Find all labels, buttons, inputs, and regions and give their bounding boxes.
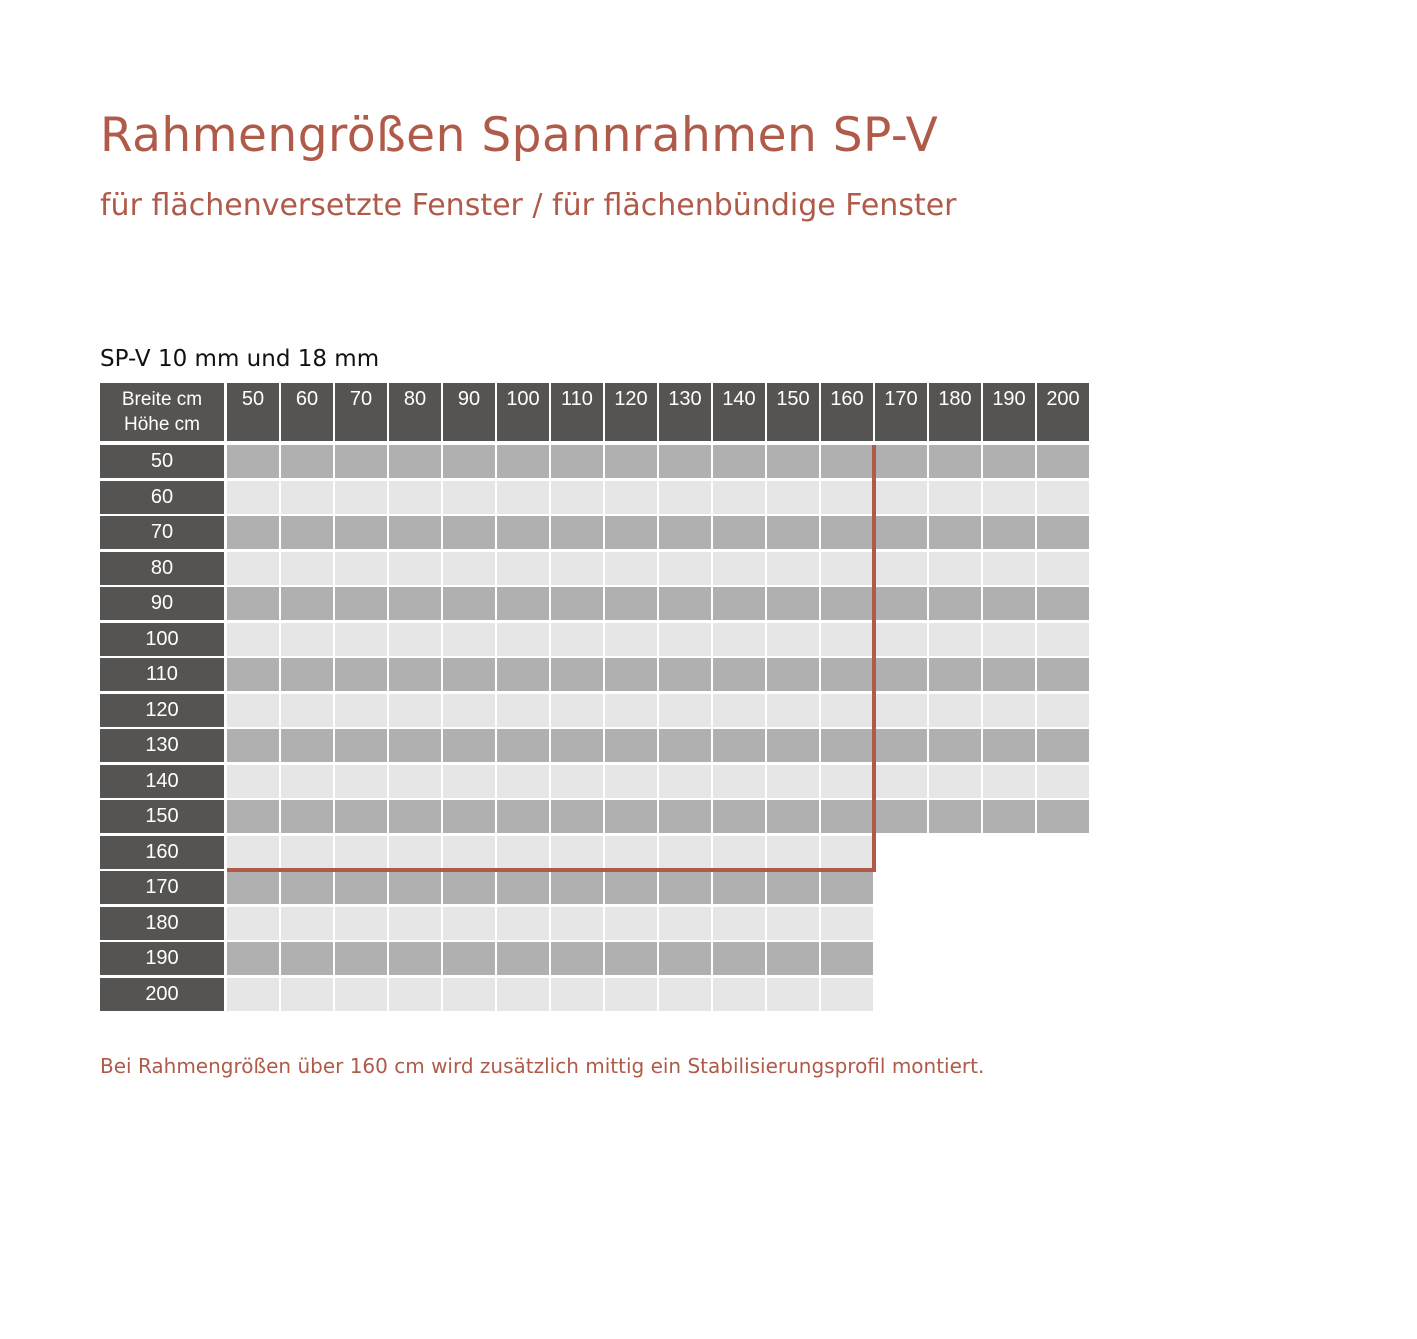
size-cell-90x160: [821, 587, 873, 620]
size-cell-130x150: [767, 729, 819, 762]
size-cell-130x140: [713, 729, 765, 762]
size-cell-160x80: [389, 836, 441, 869]
size-cell-190x140: [713, 942, 765, 975]
height-header-50: 50: [100, 445, 224, 478]
size-cell-120x100: [497, 694, 549, 727]
size-cell-150x90: [443, 800, 495, 833]
width-header-180: 180: [929, 383, 981, 441]
size-cell-90x120: [605, 587, 657, 620]
size-cell-50x60: [281, 445, 333, 478]
size-cell-130x100: [497, 729, 549, 762]
size-cell-110x140: [713, 658, 765, 691]
size-cell-60x100: [497, 481, 549, 514]
size-cell-190x90: [443, 942, 495, 975]
size-cell-170x50: [227, 871, 279, 904]
size-cell-160x110: [551, 836, 603, 869]
size-cell-120x200: [1037, 694, 1089, 727]
width-header-110: 110: [551, 383, 603, 441]
size-cell-100x50: [227, 623, 279, 656]
size-cell-70x200: [1037, 516, 1089, 549]
size-cell-70x130: [659, 516, 711, 549]
size-cell-110x190: [983, 658, 1035, 691]
size-cell-90x200: [1037, 587, 1089, 620]
size-cell-80x60: [281, 552, 333, 585]
size-cell-140x130: [659, 765, 711, 798]
width-header-60: 60: [281, 383, 333, 441]
size-cell-80x150: [767, 552, 819, 585]
size-cell-50x120: [605, 445, 657, 478]
size-cell-160x120: [605, 836, 657, 869]
size-cell-120x160: [821, 694, 873, 727]
size-cell-170x150: [767, 871, 819, 904]
size-cell-120x110: [551, 694, 603, 727]
size-cell-50x100: [497, 445, 549, 478]
size-cell-90x90: [443, 587, 495, 620]
size-cell-100x170: [875, 623, 927, 656]
size-cell-120x140: [713, 694, 765, 727]
height-header-130: 130: [100, 729, 224, 762]
size-cell-150x70: [335, 800, 387, 833]
size-cell-50x150: [767, 445, 819, 478]
size-cell-200x50: [227, 978, 279, 1011]
size-cell-110x70: [335, 658, 387, 691]
size-cell-90x110: [551, 587, 603, 620]
page-title: Rahmengrößen Spannrahmen SP-V: [100, 108, 939, 163]
width-header-70: 70: [335, 383, 387, 441]
size-cell-130x60: [281, 729, 333, 762]
size-cell-60x150: [767, 481, 819, 514]
size-cell-80x70: [335, 552, 387, 585]
width-header-100: 100: [497, 383, 549, 441]
size-cell-90x190: [983, 587, 1035, 620]
size-cell-60x110: [551, 481, 603, 514]
size-cell-140x140: [713, 765, 765, 798]
size-cell-50x90: [443, 445, 495, 478]
width-header-170: 170: [875, 383, 927, 441]
size-cell-110x130: [659, 658, 711, 691]
size-cell-50x160: [821, 445, 873, 478]
size-cell-140x70: [335, 765, 387, 798]
corner-width-label: Breite cm: [121, 389, 203, 410]
height-header-70: 70: [100, 516, 224, 549]
size-cell-170x130: [659, 871, 711, 904]
width-header-200: 200: [1037, 383, 1089, 441]
height-header-110: 110: [100, 658, 224, 691]
size-cell-90x140: [713, 587, 765, 620]
size-cell-190x50: [227, 942, 279, 975]
size-cell-70x100: [497, 516, 549, 549]
width-header-80: 80: [389, 383, 441, 441]
height-header-120: 120: [100, 694, 224, 727]
size-cell-180x100: [497, 907, 549, 940]
size-cell-180x120: [605, 907, 657, 940]
size-cell-80x90: [443, 552, 495, 585]
size-cell-150x60: [281, 800, 333, 833]
size-cell-110x160: [821, 658, 873, 691]
size-cell-190x120: [605, 942, 657, 975]
size-cell-100x200: [1037, 623, 1089, 656]
size-cell-50x140: [713, 445, 765, 478]
size-cell-120x50: [227, 694, 279, 727]
size-cell-200x90: [443, 978, 495, 1011]
size-cell-80x120: [605, 552, 657, 585]
limit-line-vertical: [872, 445, 876, 871]
size-cell-100x140: [713, 623, 765, 656]
size-cell-120x90: [443, 694, 495, 727]
size-cell-200x100: [497, 978, 549, 1011]
size-cell-60x160: [821, 481, 873, 514]
size-cell-100x130: [659, 623, 711, 656]
size-cell-140x170: [875, 765, 927, 798]
size-cell-140x80: [389, 765, 441, 798]
size-cell-170x120: [605, 871, 657, 904]
height-header-180: 180: [100, 907, 224, 940]
size-cell-140x120: [605, 765, 657, 798]
size-cell-180x130: [659, 907, 711, 940]
size-cell-100x90: [443, 623, 495, 656]
width-header-190: 190: [983, 383, 1035, 441]
size-cell-60x180: [929, 481, 981, 514]
size-cell-50x180: [929, 445, 981, 478]
size-cell-100x120: [605, 623, 657, 656]
footnote: Bei Rahmengrößen über 160 cm wird zusätzlich mittig ein Stabilisierungsprofil montiert.: [100, 1054, 985, 1078]
size-cell-130x90: [443, 729, 495, 762]
size-cell-200x60: [281, 978, 333, 1011]
size-cell-120x130: [659, 694, 711, 727]
size-cell-70x50: [227, 516, 279, 549]
size-cell-100x190: [983, 623, 1035, 656]
size-cell-140x190: [983, 765, 1035, 798]
size-cell-110x80: [389, 658, 441, 691]
size-cell-50x70: [335, 445, 387, 478]
size-cell-50x80: [389, 445, 441, 478]
size-cell-190x130: [659, 942, 711, 975]
size-cell-170x80: [389, 871, 441, 904]
size-cell-180x80: [389, 907, 441, 940]
size-cell-150x100: [497, 800, 549, 833]
width-header-90: 90: [443, 383, 495, 441]
size-cell-150x140: [713, 800, 765, 833]
width-header-140: 140: [713, 383, 765, 441]
size-cell-170x70: [335, 871, 387, 904]
size-cell-130x50: [227, 729, 279, 762]
height-header-160: 160: [100, 836, 224, 869]
size-cell-70x80: [389, 516, 441, 549]
size-cell-110x180: [929, 658, 981, 691]
size-cell-50x50: [227, 445, 279, 478]
size-cell-80x190: [983, 552, 1035, 585]
size-cell-80x50: [227, 552, 279, 585]
size-cell-70x150: [767, 516, 819, 549]
height-header-90: 90: [100, 587, 224, 620]
size-cell-130x110: [551, 729, 603, 762]
size-cell-60x50: [227, 481, 279, 514]
size-cell-100x110: [551, 623, 603, 656]
size-cell-90x150: [767, 587, 819, 620]
size-cell-90x180: [929, 587, 981, 620]
size-cell-140x160: [821, 765, 873, 798]
size-cell-120x170: [875, 694, 927, 727]
size-cell-90x170: [875, 587, 927, 620]
size-cell-70x140: [713, 516, 765, 549]
size-cell-180x60: [281, 907, 333, 940]
size-cell-200x130: [659, 978, 711, 1011]
size-cell-50x110: [551, 445, 603, 478]
size-cell-60x130: [659, 481, 711, 514]
size-cell-110x90: [443, 658, 495, 691]
size-cell-140x200: [1037, 765, 1089, 798]
size-cell-200x140: [713, 978, 765, 1011]
size-cell-110x150: [767, 658, 819, 691]
size-cell-150x150: [767, 800, 819, 833]
size-cell-140x180: [929, 765, 981, 798]
size-cell-60x170: [875, 481, 927, 514]
size-cell-170x60: [281, 871, 333, 904]
size-cell-70x170: [875, 516, 927, 549]
size-cell-160x90: [443, 836, 495, 869]
size-cell-70x180: [929, 516, 981, 549]
size-cell-50x170: [875, 445, 927, 478]
size-cell-110x50: [227, 658, 279, 691]
size-cell-130x160: [821, 729, 873, 762]
size-cell-180x50: [227, 907, 279, 940]
size-cell-190x60: [281, 942, 333, 975]
size-cell-140x110: [551, 765, 603, 798]
size-cell-160x70: [335, 836, 387, 869]
size-cell-60x80: [389, 481, 441, 514]
size-cell-90x80: [389, 587, 441, 620]
size-cell-50x200: [1037, 445, 1089, 478]
height-header-80: 80: [100, 552, 224, 585]
size-table: [100, 383, 1090, 1011]
size-cell-70x90: [443, 516, 495, 549]
size-cell-80x140: [713, 552, 765, 585]
size-cell-140x150: [767, 765, 819, 798]
size-cell-80x160: [821, 552, 873, 585]
size-cell-120x60: [281, 694, 333, 727]
size-cell-150x170: [875, 800, 927, 833]
size-cell-80x110: [551, 552, 603, 585]
size-cell-110x170: [875, 658, 927, 691]
height-header-100: 100: [100, 623, 224, 656]
size-cell-100x60: [281, 623, 333, 656]
size-cell-200x110: [551, 978, 603, 1011]
size-cell-150x110: [551, 800, 603, 833]
height-header-200: 200: [100, 978, 224, 1011]
size-cell-100x160: [821, 623, 873, 656]
page-subtitle: für flächenversetzte Fenster / für flächenbündige Fenster: [100, 188, 957, 223]
size-cell-160x100: [497, 836, 549, 869]
size-cell-120x80: [389, 694, 441, 727]
size-cell-190x160: [821, 942, 873, 975]
size-cell-150x120: [605, 800, 657, 833]
corner-header: [100, 383, 224, 441]
size-cell-70x160: [821, 516, 873, 549]
size-cell-80x80: [389, 552, 441, 585]
size-cell-80x170: [875, 552, 927, 585]
size-cell-60x200: [1037, 481, 1089, 514]
size-cell-160x160: [821, 836, 873, 869]
height-header-150: 150: [100, 800, 224, 833]
size-cell-120x150: [767, 694, 819, 727]
size-cell-130x130: [659, 729, 711, 762]
size-cell-110x200: [1037, 658, 1089, 691]
size-cell-130x170: [875, 729, 927, 762]
size-cell-90x60: [281, 587, 333, 620]
limit-line-horizontal: [227, 868, 876, 872]
size-cell-140x60: [281, 765, 333, 798]
size-cell-70x190: [983, 516, 1035, 549]
width-header-120: 120: [605, 383, 657, 441]
size-cell-90x100: [497, 587, 549, 620]
height-header-140: 140: [100, 765, 224, 798]
size-cell-130x190: [983, 729, 1035, 762]
size-cell-150x130: [659, 800, 711, 833]
size-cell-80x100: [497, 552, 549, 585]
size-cell-90x50: [227, 587, 279, 620]
height-header-190: 190: [100, 942, 224, 975]
size-cell-60x60: [281, 481, 333, 514]
corner-height-label: Höhe cm: [123, 414, 201, 435]
size-cell-170x140: [713, 871, 765, 904]
size-cell-90x130: [659, 587, 711, 620]
size-cell-140x90: [443, 765, 495, 798]
height-header-60: 60: [100, 481, 224, 514]
size-cell-60x190: [983, 481, 1035, 514]
size-cell-190x100: [497, 942, 549, 975]
size-cell-150x200: [1037, 800, 1089, 833]
size-cell-160x150: [767, 836, 819, 869]
width-header-150: 150: [767, 383, 819, 441]
width-header-160: 160: [821, 383, 873, 441]
size-cell-200x150: [767, 978, 819, 1011]
size-cell-70x60: [281, 516, 333, 549]
size-cell-100x70: [335, 623, 387, 656]
size-cell-170x100: [497, 871, 549, 904]
size-cell-110x110: [551, 658, 603, 691]
size-cell-80x130: [659, 552, 711, 585]
size-cell-180x110: [551, 907, 603, 940]
size-cell-60x70: [335, 481, 387, 514]
size-cell-90x70: [335, 587, 387, 620]
width-header-50: 50: [227, 383, 279, 441]
size-cell-180x70: [335, 907, 387, 940]
table-caption: SP-V 10 mm und 18 mm: [100, 346, 380, 372]
size-cell-110x120: [605, 658, 657, 691]
size-cell-130x200: [1037, 729, 1089, 762]
size-cell-120x180: [929, 694, 981, 727]
size-cell-170x160: [821, 871, 873, 904]
size-cell-150x50: [227, 800, 279, 833]
size-cell-190x110: [551, 942, 603, 975]
size-cell-110x60: [281, 658, 333, 691]
size-cell-70x120: [605, 516, 657, 549]
size-cell-130x120: [605, 729, 657, 762]
size-cell-60x90: [443, 481, 495, 514]
size-cell-130x70: [335, 729, 387, 762]
size-cell-150x80: [389, 800, 441, 833]
size-cell-160x50: [227, 836, 279, 869]
size-cell-140x100: [497, 765, 549, 798]
size-cell-80x180: [929, 552, 981, 585]
size-cell-70x110: [551, 516, 603, 549]
size-cell-70x70: [335, 516, 387, 549]
size-cell-50x130: [659, 445, 711, 478]
size-cell-160x140: [713, 836, 765, 869]
size-cell-120x190: [983, 694, 1035, 727]
size-cell-140x50: [227, 765, 279, 798]
size-cell-60x140: [713, 481, 765, 514]
size-cell-200x80: [389, 978, 441, 1011]
size-cell-150x160: [821, 800, 873, 833]
size-cell-50x190: [983, 445, 1035, 478]
size-cell-200x120: [605, 978, 657, 1011]
size-cell-120x120: [605, 694, 657, 727]
size-cell-170x110: [551, 871, 603, 904]
size-cell-170x90: [443, 871, 495, 904]
size-cell-200x160: [821, 978, 873, 1011]
size-cell-190x70: [335, 942, 387, 975]
size-cell-190x150: [767, 942, 819, 975]
size-cell-150x190: [983, 800, 1035, 833]
size-cell-120x70: [335, 694, 387, 727]
size-cell-190x80: [389, 942, 441, 975]
size-cell-130x180: [929, 729, 981, 762]
size-cell-100x100: [497, 623, 549, 656]
size-cell-180x160: [821, 907, 873, 940]
width-header-130: 130: [659, 383, 711, 441]
size-cell-130x80: [389, 729, 441, 762]
size-cell-160x130: [659, 836, 711, 869]
size-cell-60x120: [605, 481, 657, 514]
size-cell-80x200: [1037, 552, 1089, 585]
height-header-170: 170: [100, 871, 224, 904]
size-cell-180x140: [713, 907, 765, 940]
size-cell-110x100: [497, 658, 549, 691]
size-cell-200x70: [335, 978, 387, 1011]
size-cell-100x150: [767, 623, 819, 656]
size-cell-160x60: [281, 836, 333, 869]
size-cell-180x150: [767, 907, 819, 940]
size-cell-100x180: [929, 623, 981, 656]
size-cell-150x180: [929, 800, 981, 833]
size-cell-180x90: [443, 907, 495, 940]
size-cell-100x80: [389, 623, 441, 656]
